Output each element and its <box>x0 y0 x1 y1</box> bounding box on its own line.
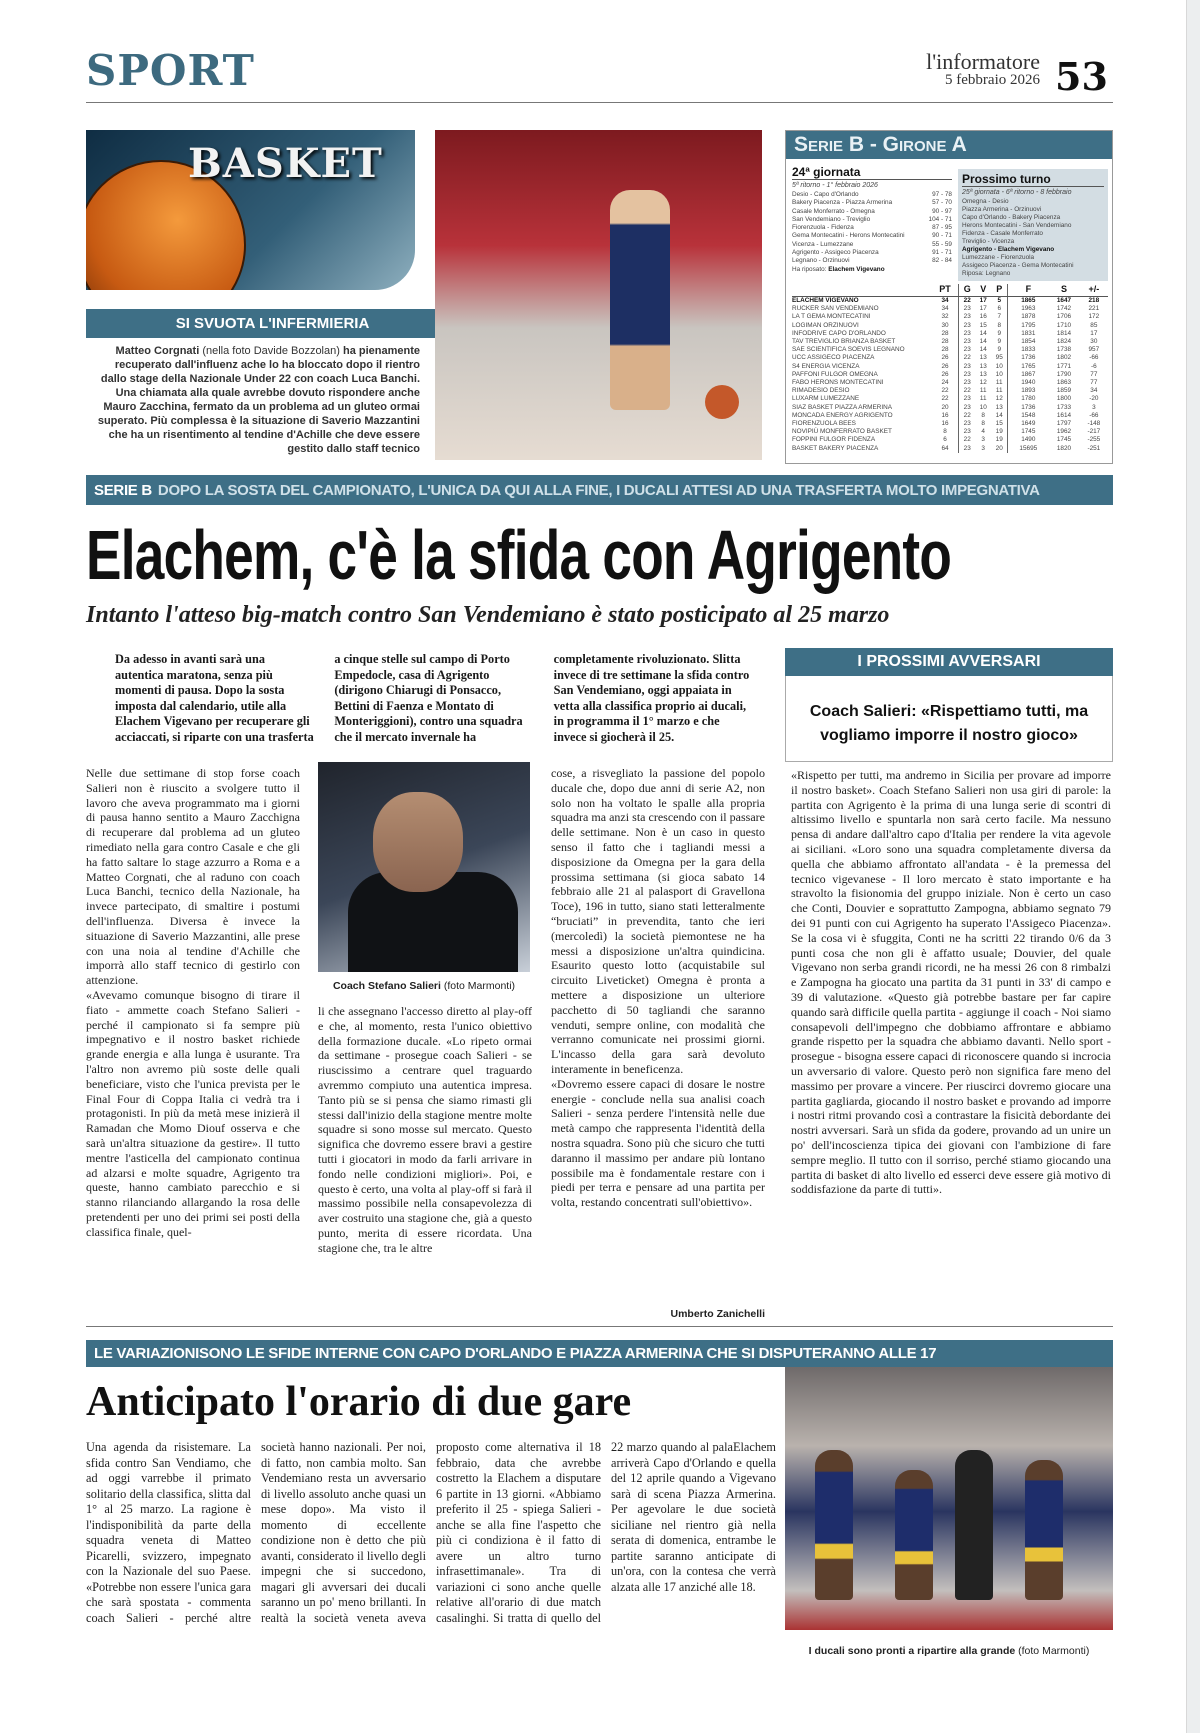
cell: 22 <box>959 436 976 444</box>
standings-box <box>785 130 1113 464</box>
cell: 22 <box>941 395 949 403</box>
cell: 23 <box>959 313 976 321</box>
cell: 22 <box>959 354 976 362</box>
cell: 23 <box>959 379 976 387</box>
standings-row <box>792 330 1108 338</box>
cell: 14 <box>979 346 987 354</box>
cell: TAV TREVIGLIO BRIANZA BASKET <box>792 338 896 346</box>
kicker-text: SONO LE SFIDE INTERNE CON CAPO D'ORLANDO E PIAZZA ARMERINA CHE SI DISPUTERANNO ALLE 17 <box>199 1345 937 1362</box>
newspaper-name: l'informatore <box>926 49 1040 74</box>
paragraph: «Avevamo comunque bisogno di tirare il fiato - ammette coach Stefano Salieri - perché il campionato si fa sempre più impegnativo e il nostro basket richiede grande energia e alla lunga è usurante. Tra l'altro non avremo più soste delle quali beneficiare, visto che l'unica prevista per le Final Four di Coppa Italia ci vedrà tra i protagonisti. In più da metà mese inizierà il Ramadan che Momo Diouf osserva e che sarà un'altra situazione da gestire». Il tutto mentre l'asticella del campionato continua ad alzarsi e molte squadre, Agrigento tra queste, hanno cambiato parecchio e si stanno rilanciando allargando la rosa delle pretendenti per uno dei primi sei posti della classifica finale, quel- <box>86 987 300 1239</box>
cell: 13 <box>979 362 987 370</box>
score: 104 - 71 <box>928 215 952 223</box>
banner-title: BASKET <box>188 140 383 187</box>
sidebar-text: «Rispetto per tutti, ma andremo in Sicilia per provare ad imporre il nostro basket». Coach Stefano Salieri non usa giri di parole: la partita con Agrigento è la prima di una lunga serie di scontri di altissimo livello e spuntarla non sarà certo facile. Ma nessuno pensa di andare dall'altro capo d'Italia per rendere la vita agevole ai siciliani. «Loro sono una squadra completamente diversa da quella che abbiamo affrontato all'andata - è la premessa del tecnico vigevanese - Il loro mercato è stato importante e ha stravolto la fisionomia del gruppo iniziale. Non è certo un caso che Conti, Douvier e soprattutto Zampogna, abbiamo segnato 79 dei 91 punti con cui Agrigento ha superato l'Assigeco Piacenza». Se la cosa vi è sfuggita, Conti ne ha scritti 22 tirando 0/6 da 3 punti cosa che non gli è affatto usuale; Douvier, del quale Vigevano non serba grandi ricordi, ne ha messi 26 con 8 rimbalzi e Zampogna ha giocato una partita da 31 punti in 33' di campo e 39 di valutazione. «Questo già potrebbe bastare per far capire quando sarà difficile quella partita - aggiunge il coach - Noi siamo consapevoli dell'impegno che dobbiamo affrontare e abbiamo grande rispetto per la squadra che abbiamo davanti. Nello sport - prosegue - bisogna essere capaci di riconoscere quando si incrocia un avversario di valore. Questo però non significa fare meno del massimo per provare a vincere. Per riuscirci dovremo giocare una partita gagliarda, giocando il nostro basket e provando ad imporre i nostri ritmi provando così a contrastare la fisicità debordante dei nostri avversari. Sarà un sfida da godere, provando ad un unire un po' dell'incoscienza tipica dei giovani con l'ambizione di fare sempre meglio. Il tutto con il sorriso, perché stiamo giocando una partita di basket di alto livello ed esserci deve essere già motivo di soddisfazione da parte di tutti». <box>791 768 1111 1197</box>
cell: 23 <box>959 445 976 453</box>
result-row <box>792 224 952 232</box>
paragraph: «Dovremo essere capaci di dosare le nostre energie - conclude nella sua analisi coach Salieri - senza perdere l'intensità nelle due metà campo che rappresenta l'identità della nostra squadra. Sono più che sicuro che tutti daranno il massimo per andare più lontano possibile ma è fondamentale restare con i piedi per terra e pensare ad una partita per volta, restando concentrati sull'obiettivo». <box>551 1076 765 1210</box>
standings-row <box>792 395 1108 403</box>
cell: 10 <box>979 403 987 411</box>
ball-figure <box>705 385 739 419</box>
cell: 22 <box>941 387 949 395</box>
cell: 13 <box>979 370 987 378</box>
cell: -66 <box>1089 411 1099 419</box>
result-row <box>792 191 952 199</box>
cell: 1795 <box>1008 322 1048 330</box>
column-header: +/- <box>1080 284 1108 297</box>
cell: -217 <box>1087 428 1101 436</box>
cell: LA T GEMA MONTECATINI <box>792 313 871 321</box>
cell: 1820 <box>1056 444 1072 452</box>
cell: 34 <box>941 305 949 313</box>
player-figure <box>1025 1460 1063 1600</box>
cell: 957 <box>1088 346 1100 354</box>
cell: 22 <box>959 387 976 395</box>
fixture: Treviglio - Vicenza <box>962 238 1015 245</box>
standings-row <box>792 412 1108 420</box>
cell: 7 <box>997 313 1001 321</box>
cell: 1736 <box>1008 354 1048 362</box>
cell: 1790 <box>1056 370 1072 378</box>
result-row <box>792 241 952 249</box>
cell: SAE SCIENTIFICA SOEVIS LEGNANO <box>792 346 905 354</box>
score: 55 - 59 <box>932 240 952 248</box>
cell: 1867 <box>1008 371 1048 379</box>
cell: 20 <box>995 444 1003 452</box>
result-row <box>792 208 952 216</box>
section-title: SPORT <box>86 46 255 95</box>
cell: 17 <box>1090 329 1098 337</box>
score: 97 - 78 <box>932 191 952 198</box>
cell: 1733 <box>1056 403 1072 411</box>
article-column-1 <box>86 766 300 1240</box>
standings-row <box>792 346 1108 354</box>
cell: FOPPINI FULGOR FIDENZA <box>792 436 876 444</box>
cell: 10 <box>995 362 1003 370</box>
cell: 3 <box>981 444 985 452</box>
author: Umberto Zanichelli <box>670 1308 765 1320</box>
cell: 221 <box>1088 305 1100 313</box>
score: 57 - 70 <box>932 199 952 207</box>
cell: 23 <box>959 428 976 436</box>
cell: 17 <box>979 305 987 313</box>
cell: 14 <box>995 411 1003 419</box>
cell: 15695 <box>1008 445 1048 453</box>
cell: 30 <box>941 321 949 329</box>
infermeria-bar: SI SVUOTA L'INFERMIERIA <box>86 309 459 338</box>
cell: 1824 <box>1056 338 1072 346</box>
cell: RIMADESIO DESIO <box>792 387 850 395</box>
cell: 64 <box>941 444 949 452</box>
cell: 1962 <box>1056 428 1072 436</box>
cell: -66 <box>1089 354 1099 362</box>
standings-row <box>792 445 1108 453</box>
match: San Vendemiano - Treviglio <box>792 215 871 223</box>
cell: 12 <box>979 379 987 387</box>
cell: 95 <box>995 354 1003 362</box>
cell: 1742 <box>1056 305 1072 313</box>
standings-row <box>792 305 1108 313</box>
column-header: G <box>959 284 976 297</box>
cell: 13 <box>995 403 1003 411</box>
caption-text: I ducali sono pronti a ripartire alla grande <box>808 1645 1016 1657</box>
infermeria-caption <box>90 344 420 456</box>
score: 87 - 95 <box>932 224 952 232</box>
cell: 11 <box>995 387 1003 395</box>
results-sub: 5ª ritorno - 1° febbraio 2026 <box>792 182 878 189</box>
cell: 1780 <box>1008 395 1048 403</box>
cell: 17 <box>979 297 987 304</box>
sidebar-bar: I PROSSIMI AVVERSARI <box>785 648 1113 676</box>
cell: 23 <box>959 420 976 428</box>
cell: 3 <box>981 436 985 444</box>
column-header <box>792 284 932 297</box>
cell: FABO HERONS MONTECATINI <box>792 379 884 387</box>
sidebar-title: Coach Salieri: «Rispettiamo tutti, ma vogliamo imporre il nostro gioco» <box>809 703 1089 744</box>
player-photo <box>435 130 762 460</box>
column-header: V <box>975 284 991 297</box>
standings-row <box>792 379 1108 387</box>
standings-row <box>792 297 1108 306</box>
cell: 1854 <box>1008 338 1048 346</box>
coach-head <box>373 792 463 892</box>
cell: 9 <box>997 338 1001 346</box>
cell: 172 <box>1088 313 1100 321</box>
team-photo <box>785 1367 1113 1630</box>
cell: -148 <box>1087 420 1101 428</box>
cell: 1771 <box>1056 362 1072 370</box>
result-row <box>792 257 952 265</box>
cell: 1802 <box>1056 354 1072 362</box>
headline: Elachem, c'è la sfida con Agrigento <box>86 516 952 594</box>
cell: 32 <box>941 313 949 321</box>
cell: 1706 <box>1056 313 1072 321</box>
divider <box>86 1326 1113 1327</box>
standings-row <box>792 338 1108 346</box>
page-frame <box>1186 0 1200 1733</box>
article-intro: Da adesso in avanti sarà una autentica maratona, senza più momenti di pausa. Dopo la sosta imposta dal calendario, utile alla Elachem Vigevano per recuperare gli acciaccati, si riparte con una trasferta a cinque stelle sul campo di Porto Empedocle, casa di Agrigento (dirigono Chiarugi di Ponsacco, Bettini di Faenza e Montato di Monteriggioni), contro una squadra che il mercato invernale ha completamente rivoluzionato. Slitta invece di tre settimane la sfida contro San Vendemiano, oggi appaiata in vetta alla classifica proprio ai ducali, in programma il 1° marzo e che invece si giocherà il 25. <box>115 652 750 744</box>
standings-row <box>792 354 1108 362</box>
cell: 23 <box>959 371 976 379</box>
cell: 8 <box>981 411 985 419</box>
cell: 1745 <box>1008 428 1048 436</box>
cell: 14 <box>979 338 987 346</box>
cell: 1710 <box>1056 321 1072 329</box>
cell: MONCADA ENERGY AGRIGENTO <box>792 411 893 419</box>
column-header: PT <box>932 284 959 297</box>
column-header: P <box>991 284 1008 297</box>
issue-date: 5 febbraio 2026 <box>945 72 1040 88</box>
cell: 11 <box>979 395 987 403</box>
fixture: Agrigento - Elachem Vigevano <box>962 246 1055 253</box>
score: 91 - 71 <box>932 249 952 257</box>
cell: 1814 <box>1056 329 1072 337</box>
cell: 19 <box>995 436 1003 444</box>
column-header: S <box>1048 284 1079 297</box>
cell: LOGIMAN ORZINUOVI <box>792 321 859 329</box>
article2-kicker <box>86 1340 1113 1367</box>
rest-line <box>792 266 952 274</box>
result-row <box>792 216 952 224</box>
match: Vicenza - Lumezzane <box>792 240 854 248</box>
cell: 8 <box>997 321 1001 329</box>
fixture: Omegna - Desio <box>962 198 1009 205</box>
cell: 6 <box>997 305 1001 313</box>
rest-team: Elachem Vigevano <box>828 265 885 273</box>
caption-credit: (foto Marmonti) <box>443 980 516 992</box>
caption-name: Matteo Corgnati <box>115 345 200 357</box>
cell: 1831 <box>1008 330 1048 338</box>
kicker-label: SERIE B <box>94 481 152 499</box>
cell: -6 <box>1091 362 1097 370</box>
cell: 218 <box>1088 297 1100 304</box>
cell: 77 <box>1090 370 1098 378</box>
caption-name: Coach Stefano Salieri <box>332 980 441 992</box>
cell: 1859 <box>1056 387 1072 395</box>
cell: ELACHEM VIGEVANO <box>792 297 859 304</box>
cell: 24 <box>941 379 949 387</box>
cell: 1878 <box>1008 313 1048 321</box>
cell: S4 ENERGIA VICENZA <box>792 362 860 370</box>
column-header: F <box>1008 284 1048 297</box>
cell: 34 <box>941 297 949 304</box>
cell: 28 <box>941 329 949 337</box>
match: Gema Montecatini - Herons Montecatini <box>792 232 905 240</box>
cell: NOVIPIÙ MONFERRATO BASKET <box>792 428 892 436</box>
cell: UCC ASSIGECO PIACENZA <box>792 354 875 362</box>
cell: 28 <box>941 346 949 354</box>
cell: RUCKER SAN VENDEMIANO <box>792 305 879 313</box>
basket-banner <box>86 130 415 290</box>
cell: 15 <box>979 321 987 329</box>
cell: 26 <box>941 362 949 370</box>
divider <box>86 102 1113 103</box>
team-photo-caption <box>785 1645 1113 1658</box>
result-row <box>792 232 952 240</box>
paragraph: Nelle due settimane di stop forse coach Salieri non è riuscito a svolgere tutto il lavoro che aveva programmato ma i giorni di pausa hanno sentito a Mauro Zacchigna di recuperare dal problema ad un gluteo rimediato nella gara contro Casale e che gli ha fatto saltare lo stage azzurro a Roma e a Matteo Corgnati, che al raduno con coach Luca Banchi, tecnico della Nazionale, ha invece partecipato, di smaltire i postumi dell'influenza. Diversa è invece la situazione di Saverio Mazzantini, alle prese con una noia al tendine d'Achille che imporrà allo staff tecnico di gestirlo con attenzione. <box>86 766 300 988</box>
cell: 16 <box>941 420 949 428</box>
cell: 16 <box>941 411 949 419</box>
match: Casale Monferrato - Omegna <box>792 207 875 215</box>
cell: 1893 <box>1008 387 1048 395</box>
score: 90 - 97 <box>932 207 952 215</box>
cell: 1614 <box>1056 411 1072 419</box>
cell: 1548 <box>1008 412 1048 420</box>
fixture: Capo d'Orlando - Bakery Piacenza <box>962 214 1061 221</box>
standings-row <box>792 436 1108 444</box>
rest-label: Ha riposato: <box>792 265 827 273</box>
paragraph: cose, a risvegliato la passione del popolo ducale che, dopo due anni di serie A2, non solo non ha voltato le spalle alla propria squadra ma anzi sta crescendo con il passare delle settimane. Non è un caso in questo senso il fatto che i tagliandi messi a disposizione da Omegna per la gara della prossima settimana (si gioca sabato 14 febbraio alle 21 al palasport di Gravellona Toce), 196 in tutto, siano stati letteralmente “bruciati” in prevendita, tanto che ieri (mercoledì) la società piemontese ne ha messi a disposizione un'altra quindicina. Esaurito questo lotto (acquistabile sul circuito Liveticket) Omegna è pronta a mettere a disposizione un ulteriore pacchetto di 50 tagliandi che saranno venduti, sempre online, con modalità che verranno comunicate nei prossimi giorni. L'incasso della gara sarà devoluto interamente in beneficenza. <box>551 766 765 1076</box>
cell: 1738 <box>1056 346 1072 354</box>
article-kicker <box>86 475 1113 505</box>
standings-row <box>792 371 1108 379</box>
fixture: Herons Montecatini - San Vendemiano <box>962 222 1072 229</box>
result-row <box>792 199 952 207</box>
masthead <box>926 49 1040 89</box>
cell: 9 <box>997 329 1001 337</box>
score: 82 - 84 <box>932 257 952 265</box>
caption-credit: (foto Marmonti) <box>1018 1645 1090 1657</box>
fixture: Fidenza - Casale Monferrato <box>962 230 1043 237</box>
cell: 1963 <box>1008 305 1048 313</box>
cell: 1736 <box>1008 404 1048 412</box>
match: Desio - Capo d'Orlando <box>792 191 859 198</box>
article2-text: Una agenda da risistemare. La sfida contro San Vendiamo, che ad oggi varrebbe il primato solitario della classifica, slitta dal 1° al 25 marzo. La ragione è l'indisponibilità da parte della squadra veneta di Matteo Picarelli, svizzero, impegnato con la Nazionale del suo Paese. «Potrebbe non essere l'unica gara che sarà spostata - commenta coach Salieri - perché altre società hanno nazionali. Per noi, di fatto, non cambia molto. San Vendemiano resta un avversario di livello assoluto anche quasi un mese dopo». Ma visto il momento di eccellente condizione non è detto che più avanti, considerato il livello degli impegni che si succedono, magari gli avversari dei ducali saranno un po' meno brillanti. In realtà la società veneta aveva proposto come alternativa il 18 febbraio, data che avrebbe costretto la Elachem a disputare 6 partite in 13 giorni. «Abbiamo preferito il 25 - spiega Salieri - anche se alla fine l'aspetto che più ci condiziona è il fatto di avere un altro turno infrasettimanale». Tra di variazioni ci sono anche quelle relative all'orario di due match casalinghi. Si tratta di quello del 22 marzo quando al palaElachem arriverà Capo d'Orlando e quella del 12 aprile quando a Vigevano sarà di scena Piazza Armerina. Per agevolare le due società siciliane nel rientro già nella serata di domenica, entrambe le partite saranno anticipate di un'ora, con la contesa che verrà alzata alle 17 anziché alle 18. <box>86 1440 776 1625</box>
coach-photo <box>318 762 530 972</box>
cell: SIAZ BASKET PIAZZA ARMERINA <box>792 403 893 411</box>
cell: 77 <box>1090 379 1098 387</box>
result-row <box>792 249 952 257</box>
cell: 34 <box>1090 387 1098 395</box>
standings-table <box>792 284 1108 453</box>
caption-text: ha pienamente recuperato dall'influenz ache lo ha bloccato dopo il rientro dallo stage della Nazionale Under 22 con coach Luca Banchi. Una chiamata alla quale avrebbe dovuto rispondere anche Mauro Zacchina, fermato da un problema ad un gluteo ormai superato. Più complessa è la situazione di Saverio Mazzantini che ha un risentimento al tendine d'Achille che deve essere gestito dallo staff tecnico <box>97 345 420 455</box>
cell: FIORENZUOLA BEES <box>792 420 856 428</box>
cell: 1745 <box>1056 436 1072 444</box>
results-title: 24ª giornata <box>792 165 952 180</box>
fixture: Piazza Armerina - Orzinuovi <box>962 206 1042 213</box>
cell: -255 <box>1087 436 1101 444</box>
standings-row <box>792 387 1108 395</box>
subheadline: Intanto l'atteso big-match contro San Vendemiano è stato posticipato al 25 marzo <box>86 602 890 628</box>
cell: 1833 <box>1008 346 1048 354</box>
cell: 1865 <box>1008 297 1048 306</box>
cell: 23 <box>959 330 976 338</box>
next-round <box>958 169 1108 281</box>
cell: 23 <box>959 322 976 330</box>
cell: 1863 <box>1056 379 1072 387</box>
cell: BASKET BAKERY PIACENZA <box>792 444 879 452</box>
cell: 85 <box>1090 321 1098 329</box>
match: Agrigento - Assigeco Piacenza <box>792 249 879 257</box>
cell: 19 <box>995 428 1003 436</box>
article-column-2: li che assegnano l'accesso diretto al play-off e che, al momento, resta l'unico obiettivo della formazione ducale. «Lo ripeto ormai da settimane - prosegue coach Salieri - se riuscissimo a centrare quel traguardo avremmo compiuto una autentica impresa. Tanto più se si pensa che siamo rimasti gli stessi dall'inizio della stagione mentre molte squadre si sono mosse sul mercato. Questo significa che dovremo essere bravi a gestire tutti i giocatori in modo da farli arrivare in fondo nelle condizioni migliori». Poi, e questo è certo, una volta al play-off si farà il massimo possibile nella consapevolezza di aver costruito una stagione che, già a questo punto, merita di essere ricordata. Una stagione che, tra le altre <box>318 1004 532 1255</box>
cell: 1797 <box>1056 420 1072 428</box>
cell: -20 <box>1089 395 1099 403</box>
cell: 26 <box>941 370 949 378</box>
next-title: Prossimo turno <box>962 172 1104 187</box>
cell: 30 <box>1090 338 1098 346</box>
page-number: 53 <box>1055 54 1108 99</box>
cell: 9 <box>997 346 1001 354</box>
player-figure <box>895 1470 933 1600</box>
cell: 5 <box>997 297 1001 304</box>
standings-header <box>792 284 1108 297</box>
standings-row <box>792 322 1108 330</box>
cell: 20 <box>941 403 949 411</box>
match: Fiorenzuola - Fidenza <box>792 224 854 232</box>
cell: 16 <box>979 313 987 321</box>
cell: 1940 <box>1008 379 1048 387</box>
results <box>792 165 952 274</box>
cell: 23 <box>959 346 976 354</box>
kicker-text: DOPO LA SOSTA DEL CAMPIONATO, L'UNICA DA QUI ALLA FINE, I DUCALI ATTESI AD UNA TRASFERTA MOLTO IMPEGNATIVA <box>157 481 1040 499</box>
cell: LUXARM LUMEZZANE <box>792 395 860 403</box>
next-sub: 25ª giornata - 6ª ritorno - 8 febbraio <box>962 189 1072 196</box>
cell: -251 <box>1087 444 1101 452</box>
cell: 8 <box>943 428 947 436</box>
standings-row <box>792 428 1108 436</box>
cell: 3 <box>1092 403 1096 411</box>
match: Bakery Piacenza - Piazza Armerina <box>792 199 893 207</box>
cell: 1647 <box>1056 297 1072 304</box>
standings-row <box>792 404 1108 412</box>
cell: 10 <box>995 370 1003 378</box>
article2-headline: Anticipato l'orario di due gare <box>86 1379 632 1425</box>
cell: 28 <box>941 338 949 346</box>
fixture: Lumezzane - Fiorenzuola <box>962 254 1035 261</box>
cell: 13 <box>979 354 987 362</box>
cell: 23 <box>959 404 976 412</box>
cell: 14 <box>979 329 987 337</box>
cell: PAFFONI FULGOR OMEGNA <box>792 370 878 378</box>
match: Legnano - Orzinuovi <box>792 257 850 265</box>
coach-figure <box>955 1450 993 1600</box>
cell: 1649 <box>1008 420 1048 428</box>
next-rest: Riposa: Legnano <box>962 270 1011 277</box>
player-figure <box>610 190 670 410</box>
cell: 22 <box>959 412 976 420</box>
score: 90 - 71 <box>932 232 952 240</box>
cell: 26 <box>941 354 949 362</box>
cell: 1490 <box>1008 436 1048 444</box>
cell: 1800 <box>1056 395 1072 403</box>
cell: 6 <box>943 436 947 444</box>
standings-title: Serie B - Girone A <box>786 131 1112 159</box>
cell: 4 <box>981 428 985 436</box>
kicker-label: LE VARIAZIONI <box>94 1345 199 1362</box>
cell: 22 <box>959 297 976 306</box>
player-figure <box>815 1450 853 1600</box>
cell: 15 <box>995 420 1003 428</box>
fixture: Assigeco Piacenza - Gema Montecatini <box>962 262 1074 269</box>
cell: 12 <box>995 395 1003 403</box>
cell: 23 <box>959 363 976 371</box>
article-column-3 <box>551 766 765 1210</box>
cell: 11 <box>979 387 987 395</box>
cell: 8 <box>981 420 985 428</box>
coach-photo-caption <box>318 980 530 993</box>
cell: INFODRIVE CAPO D'ORLANDO <box>792 329 886 337</box>
cell: 11 <box>995 379 1003 387</box>
cell: 23 <box>959 338 976 346</box>
standings-row <box>792 363 1108 371</box>
cell: 1765 <box>1008 363 1048 371</box>
caption-credit: (nella foto Davide Bozzolan) <box>202 345 340 357</box>
cell: 23 <box>959 395 976 403</box>
cell: 23 <box>959 305 976 313</box>
standings-row <box>792 313 1108 321</box>
